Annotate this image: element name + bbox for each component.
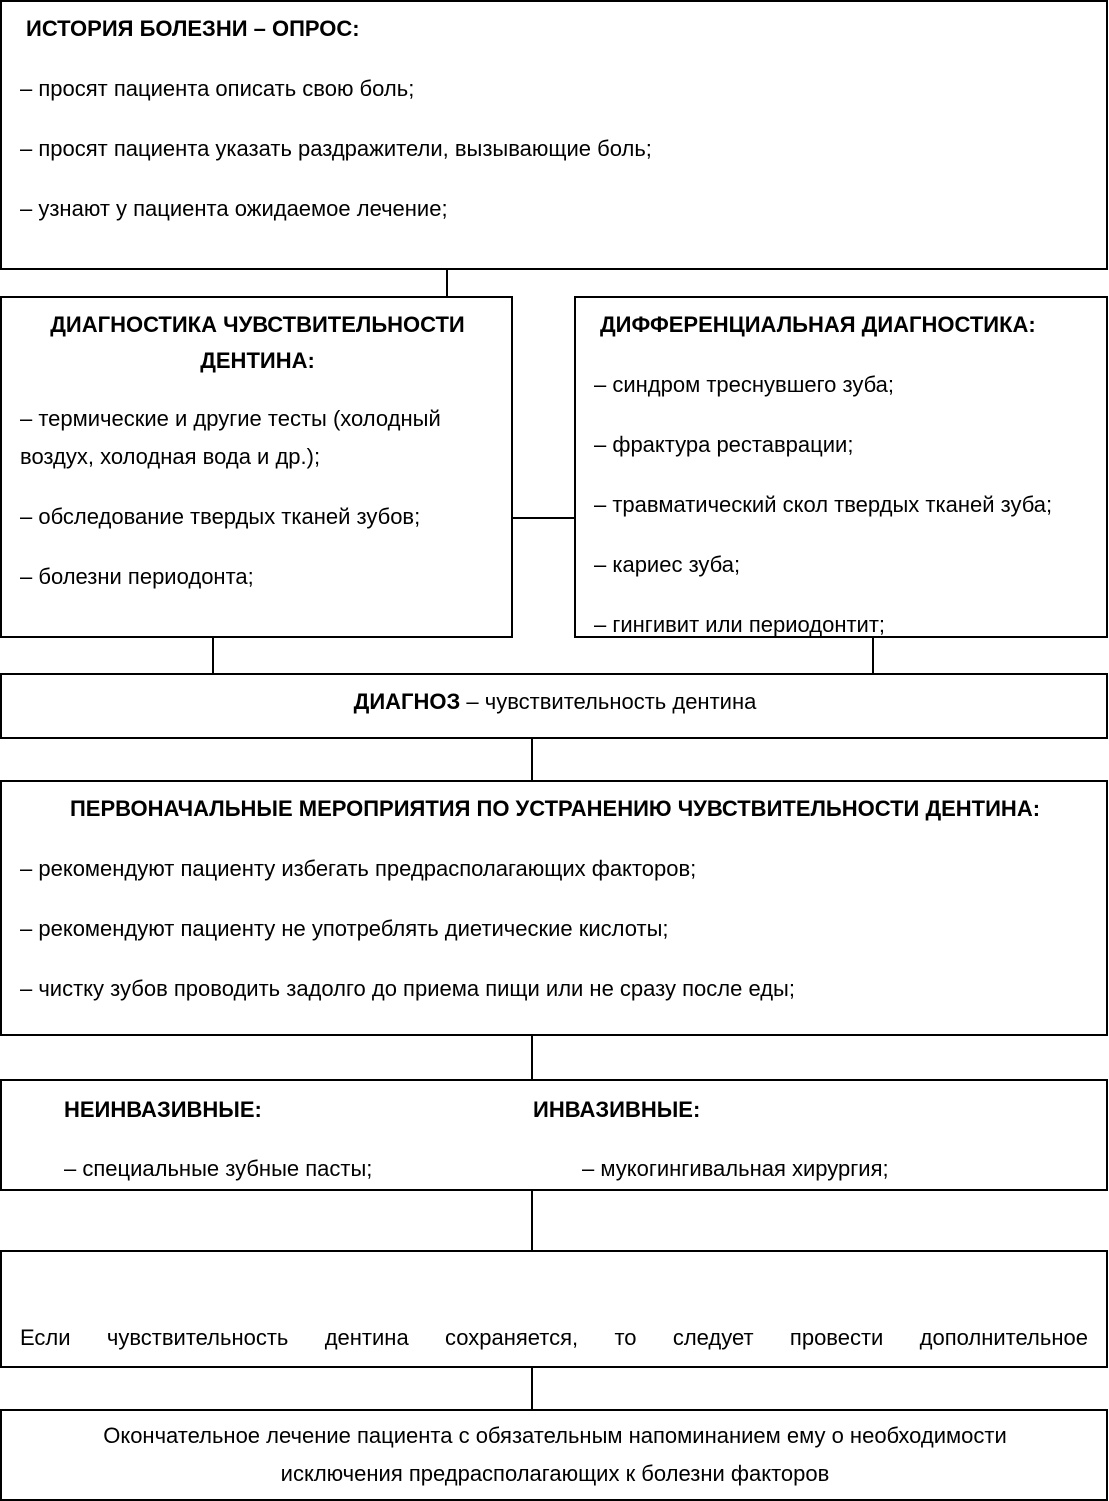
diagnosis-label: ДИАГНОЗ: [353, 689, 461, 714]
connector-between-diagnostics: [511, 517, 575, 519]
invasive-title: ИНВАЗИВНЫЕ:: [533, 1097, 701, 1122]
noninvasive-item: – специальные зубные пасты;: [64, 1156, 373, 1181]
differential-item: – фрактура реставрации;: [594, 432, 854, 457]
history-item: – узнают у пациента ожидаемое лечение;: [20, 196, 448, 221]
final-box: [0, 1409, 1108, 1501]
diagnosis-value: – чувствительность дентина: [460, 689, 757, 714]
connector-left-to-diagnosis: [212, 636, 214, 674]
treatment-box: [0, 1079, 1108, 1191]
history-title: ИСТОРИЯ БОЛЕЗНИ – ОПРОС:: [26, 16, 360, 41]
history-item: – просят пациента указать раздражители, вызывающие боль;: [20, 136, 652, 161]
initial-measures-item: – рекомендуют пациенту не употреблять диетические кислоты;: [20, 916, 669, 941]
diagnosis-box: [0, 673, 1108, 739]
diagnosis-text: [2, 689, 1108, 715]
connector-persistence-to-final: [531, 1366, 533, 1410]
sensitivity-diagnostics-title-line2: ДЕНТИНА:: [200, 348, 315, 373]
sensitivity-item: – обследование твердых тканей зубов;: [20, 504, 421, 529]
persistence-text: [20, 1325, 1088, 1351]
persistence-word: Если: [20, 1325, 71, 1350]
initial-measures-item: – чистку зубов проводить задолго до приема пищи или не сразу после еды;: [20, 976, 795, 1001]
sensitivity-item: воздух, холодная вода и др.);: [20, 444, 321, 469]
invasive-item: – мукогингивальная хирургия;: [582, 1156, 889, 1181]
sensitivity-item: – болезни периодонта;: [20, 564, 254, 589]
initial-measures-item: – рекомендуют пациенту избегать предрасполагающих факторов;: [20, 856, 697, 881]
persistence-word: дентина: [324, 1325, 409, 1350]
persistence-word: дополнительное: [919, 1325, 1088, 1350]
connector-treatment-to-persistence: [531, 1189, 533, 1251]
history-box: [0, 0, 1108, 270]
differential-item: – кариес зуба;: [594, 552, 741, 577]
persistence-word: то: [614, 1325, 637, 1350]
differential-title: ДИФФЕРЕНЦИАЛЬНАЯ ДИАГНОСТИКА:: [600, 312, 1036, 337]
final-line-2: исключения предрасполагающих к болезни факторов: [280, 1461, 830, 1486]
persistence-word: сохраняется,: [445, 1325, 579, 1350]
persistence-word: чувствительность: [106, 1325, 289, 1350]
history-item: – просят пациента описать свою боль;: [20, 76, 415, 101]
differential-diagnostics-box: [574, 296, 1108, 638]
connector-measures-to-treatment: [531, 1035, 533, 1080]
persistence-box: [0, 1250, 1108, 1368]
differential-item: – гингивит или периодонтит;: [594, 612, 886, 637]
noninvasive-title: НЕИНВАЗИВНЫЕ:: [64, 1097, 262, 1122]
differential-item: – синдром треснувшего зуба;: [594, 372, 895, 397]
persistence-word: провести: [789, 1325, 884, 1350]
sensitivity-diagnostics-title-line1: ДИАГНОСТИКА ЧУВСТВИТЕЛЬНОСТИ: [50, 312, 465, 337]
sensitivity-item: – термические и другие тесты (холодный: [20, 406, 441, 431]
differential-item: – травматический скол твердых тканей зуба;: [594, 492, 1053, 517]
connector-history-to-split: [446, 268, 448, 297]
sensitivity-diagnostics-box: [0, 296, 513, 638]
persistence-word: следует: [672, 1325, 754, 1350]
connector-right-to-diagnosis: [872, 636, 874, 674]
connector-diagnosis-to-measures: [531, 737, 533, 781]
initial-measures-box: [0, 780, 1108, 1036]
final-line-1: Окончательное лечение пациента с обязательным напоминанием ему о необходимости: [103, 1423, 1007, 1448]
initial-measures-title: ПЕРВОНАЧАЛЬНЫЕ МЕРОПРИЯТИЯ ПО УСТРАНЕНИЮ ЧУВСТВИТЕЛЬНОСТИ ДЕНТИНА:: [69, 796, 1041, 821]
